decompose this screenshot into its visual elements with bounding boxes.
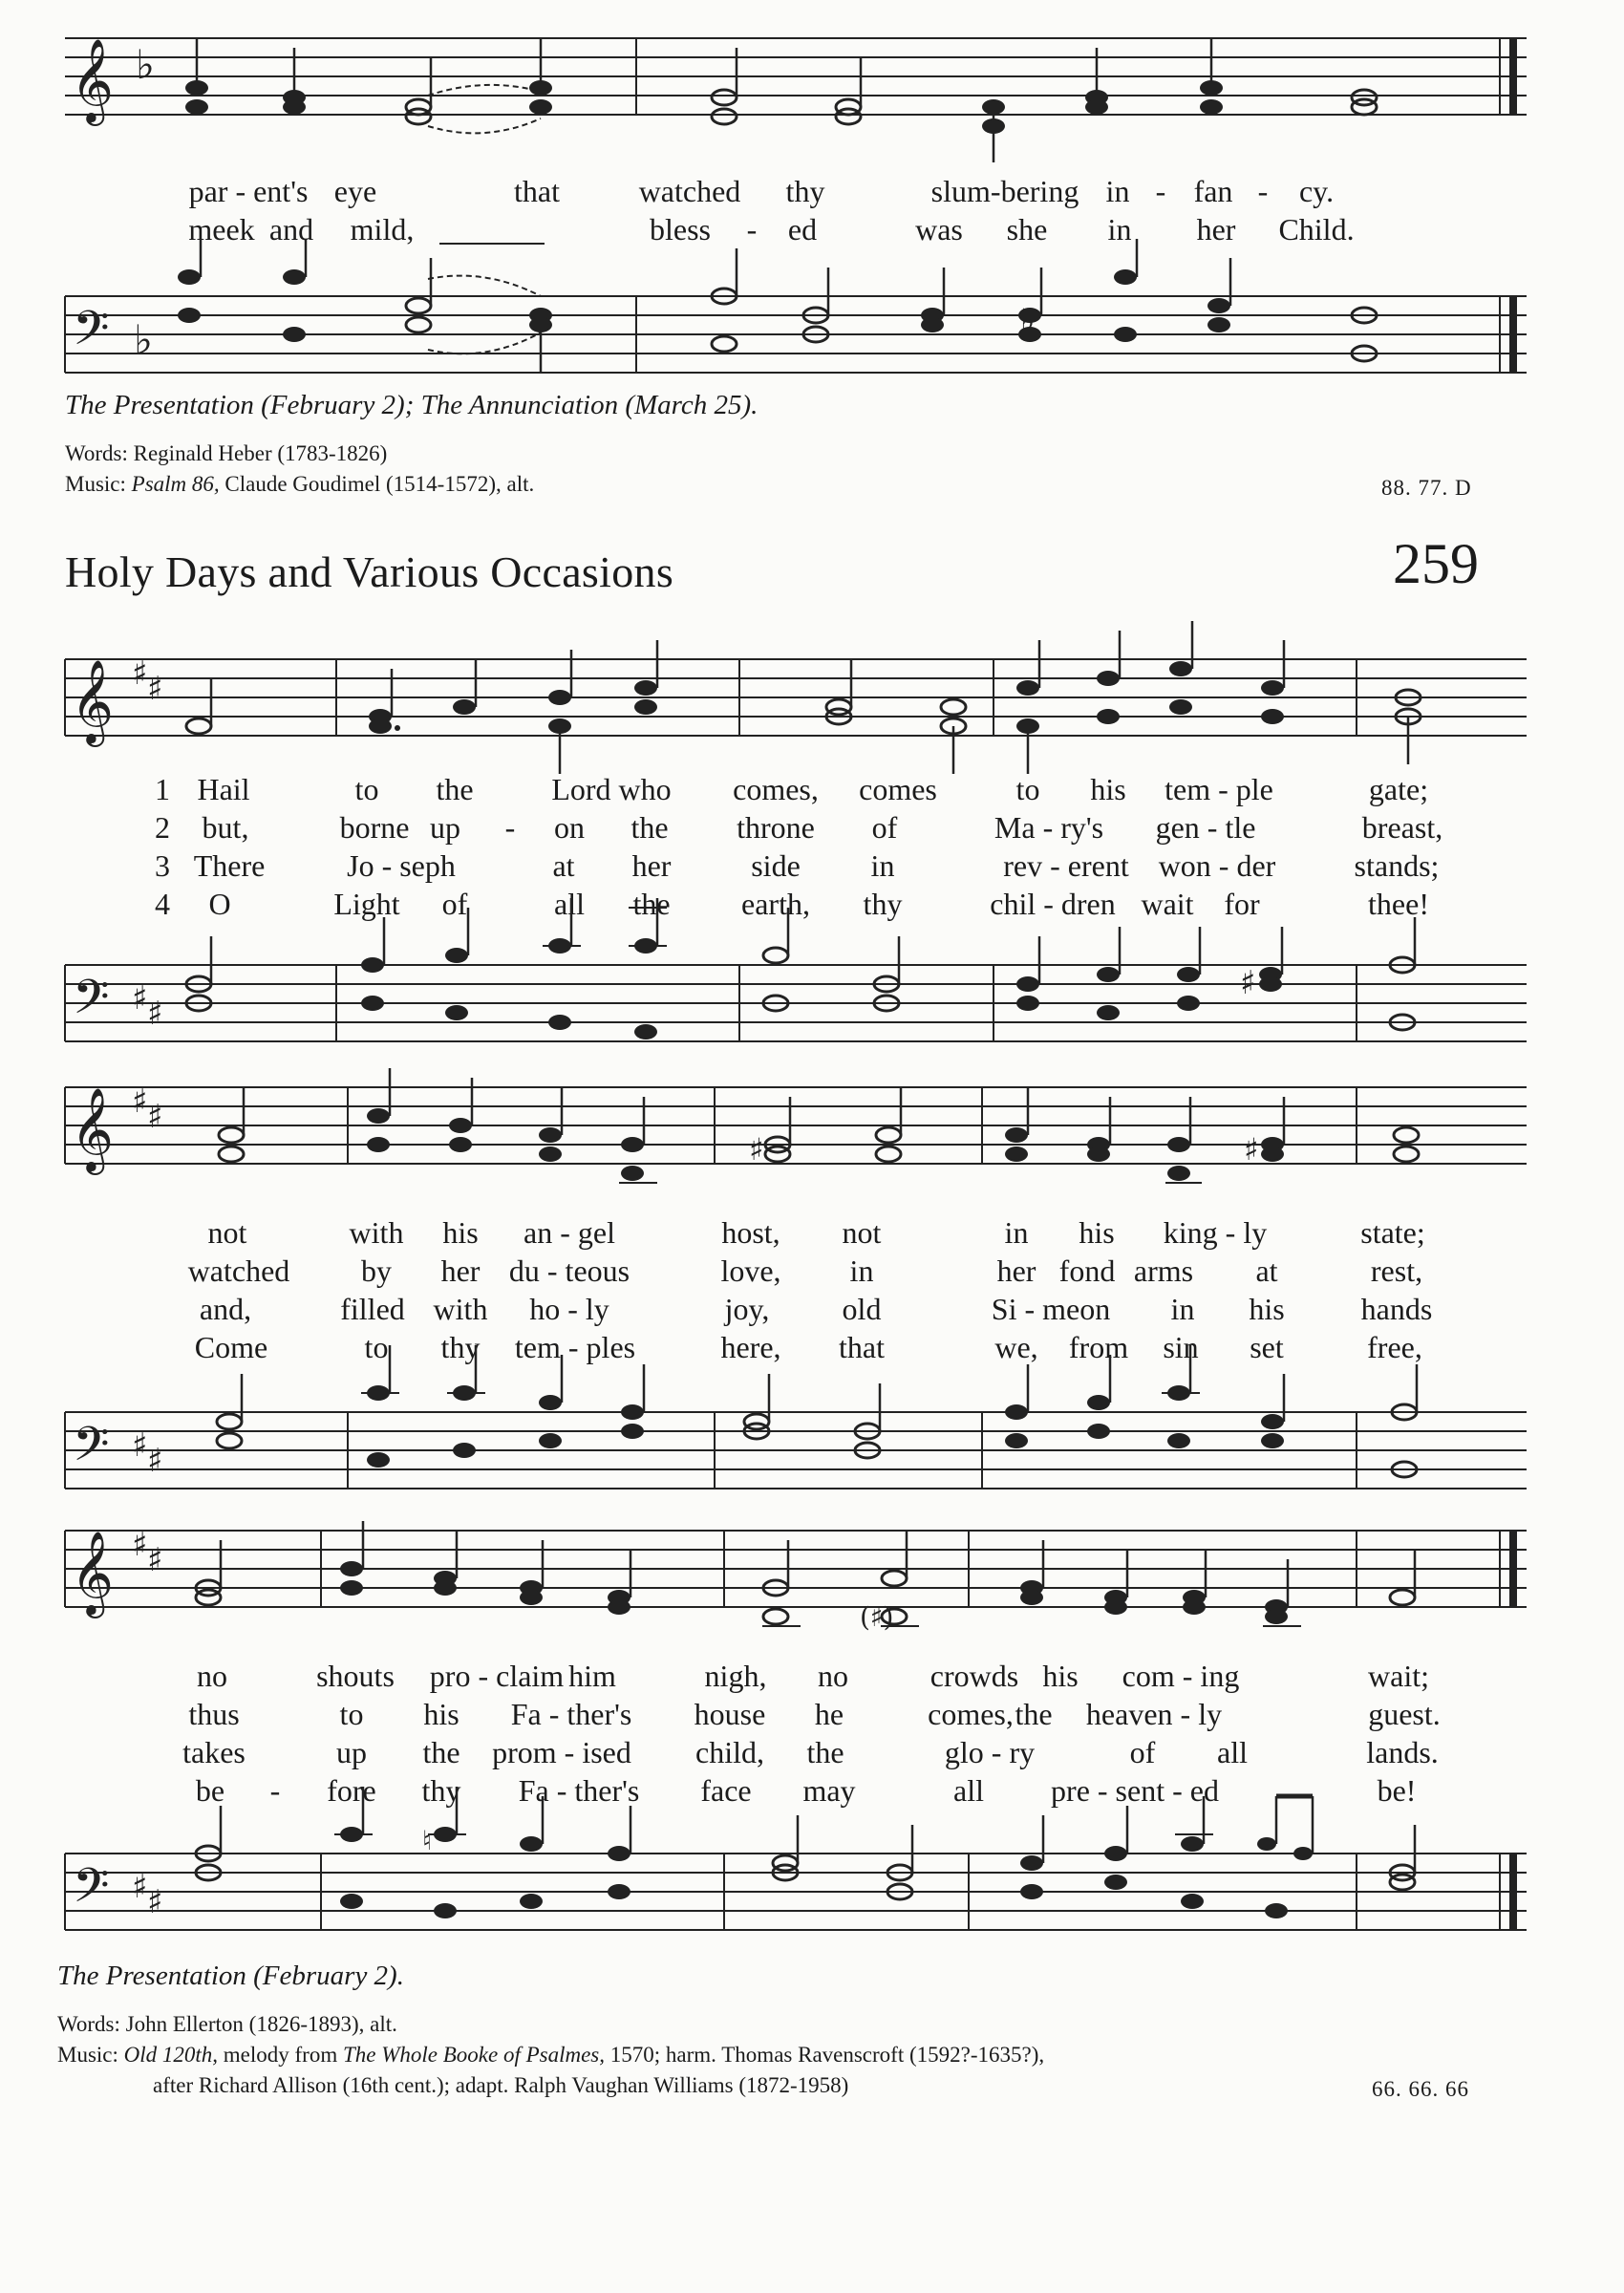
lyric-syllable: chil - dren	[990, 887, 1116, 921]
svg-text:♯: ♯	[749, 1131, 764, 1168]
words-label: Words:	[57, 2012, 120, 2036]
words-label: Words:	[65, 441, 128, 465]
lyric-syllable: breast,	[1361, 810, 1443, 845]
lyric-syllable: slum-bering	[930, 174, 1079, 208]
lyric-syllable: takes	[182, 1735, 246, 1769]
system-1-treble-staff	[65, 640, 1527, 764]
lyric-syllable: the	[806, 1735, 844, 1769]
top-bass-staff	[65, 258, 1527, 392]
lyric-syllable: his	[423, 1697, 459, 1731]
lyric-syllable: up	[430, 810, 460, 845]
lyric-syllable: all	[1217, 1735, 1248, 1769]
music-title: Psalm 86,	[131, 472, 220, 496]
lyric-syllable: bless	[650, 212, 711, 246]
svg-text:𝄢: 𝄢	[73, 1858, 110, 1925]
lyric-syllable: state;	[1360, 1215, 1425, 1250]
music-title: Old 120th,	[123, 2043, 219, 2067]
lyric-syllable: all	[953, 1773, 984, 1808]
system-2-treble-staff	[65, 1068, 1527, 1192]
words-text: John Ellerton (1826-1893), alt.	[125, 2012, 397, 2036]
system-1-bass-staff	[65, 927, 1527, 1061]
lyric-syllable: Come	[194, 1330, 268, 1364]
svg-text:♭: ♭	[136, 41, 155, 88]
lyric-syllable: fore	[327, 1773, 376, 1808]
lyric-syllable: of	[871, 810, 898, 845]
music-source: The Whole Booke of Psalmes,	[342, 2043, 606, 2067]
lyric-syllable: pro - claim	[429, 1659, 565, 1693]
verse-number: 2	[155, 810, 170, 845]
lyric-syllable: crowds	[930, 1659, 1019, 1693]
lyric-syllable: set	[1250, 1330, 1284, 1364]
svg-text:𝄢: 𝄢	[73, 970, 110, 1037]
lyric-syllable: thy	[863, 887, 903, 921]
verse-2-line	[0, 1695, 1624, 1733]
lyric-syllable: shouts	[316, 1659, 395, 1693]
svg-text:♯: ♯	[132, 1868, 148, 1906]
lyric-syllable: tem - ples	[514, 1330, 636, 1364]
lyric-syllable: he	[814, 1697, 844, 1731]
verse-number: 3	[155, 848, 170, 883]
lyric-syllable: arms	[1133, 1254, 1194, 1288]
lyric-syllable: in	[1105, 174, 1130, 208]
svg-text:♯: ♯	[147, 1883, 163, 1921]
lyric-syllable: and	[268, 212, 314, 246]
lyric-syllable: and,	[199, 1292, 252, 1326]
lyric-syllable: gate;	[1368, 772, 1429, 806]
svg-text:♯: ♯	[132, 654, 148, 693]
lyric-syllable: thy	[421, 1773, 461, 1808]
lyric-syllable: we,	[994, 1330, 1038, 1364]
lyric-syllable: to	[364, 1330, 389, 1364]
svg-text:♯: ♯	[1244, 1131, 1259, 1168]
lyric-syllable: no	[818, 1659, 848, 1693]
lyric-syllable: in	[1107, 212, 1132, 246]
verse-4-line	[0, 885, 1624, 923]
lyric-syllable: that	[839, 1330, 885, 1364]
lyric-syllable: hands	[1360, 1292, 1433, 1326]
lyric-syllable: the	[630, 810, 669, 845]
lyric-syllable: Ma - ry's	[994, 810, 1104, 845]
svg-text:♭: ♭	[1020, 302, 1036, 338]
top-music-credit	[65, 472, 534, 497]
lyric-syllable: be!	[1377, 1773, 1417, 1808]
lyric-syllable: -	[504, 810, 516, 845]
svg-text:♮: ♮	[422, 1825, 433, 1856]
lyric-syllable: her	[996, 1254, 1036, 1288]
lyric-syllable: prom - ised	[492, 1735, 631, 1769]
lyric-syllable: meek	[188, 212, 255, 246]
lyric-syllable: on	[554, 810, 585, 845]
lyric-syllable: to	[1015, 772, 1040, 806]
lyric-syllable: par - ent's	[188, 174, 309, 208]
lyric-syllable: face	[700, 1773, 752, 1808]
lyric-syllable: free,	[1367, 1330, 1422, 1364]
lyric-syllable: pre - sent - ed	[1051, 1773, 1219, 1808]
lyric-syllable: -	[746, 212, 758, 246]
lyric-syllable: Fa - ther's	[510, 1697, 632, 1731]
lyric-syllable: du - teous	[508, 1254, 630, 1288]
lyric-syllable: that	[514, 174, 560, 208]
lyric-syllable: not	[207, 1215, 247, 1250]
lyric-syllable: child,	[695, 1735, 764, 1769]
top-meter: 88. 77. D	[1381, 476, 1472, 500]
lyric-syllable: -	[1155, 174, 1166, 208]
lyric-syllable: ho - ly	[529, 1292, 609, 1326]
lyric-syllable: old	[842, 1292, 882, 1326]
lyric-syllable: in	[1170, 1292, 1195, 1326]
lyric-syllable: thee!	[1368, 887, 1429, 921]
lyric-syllable: with	[433, 1292, 488, 1326]
lyric-syllable: his	[1090, 772, 1126, 806]
lyric-syllable: his	[442, 1215, 479, 1250]
lyric-syllable: fond	[1058, 1254, 1116, 1288]
verse-3-line	[0, 1733, 1624, 1771]
verse-number: 1	[155, 772, 170, 806]
lyric-syllable: thy	[785, 174, 825, 208]
lyric-syllable: There	[193, 848, 266, 883]
lyric-syllable: of	[1129, 1735, 1156, 1769]
svg-text:𝄢: 𝄢	[73, 1417, 110, 1484]
music-credit-line-2: after Richard Allison (16th cent.); adapt. Ralph Vaughan Williams (1872-1958)	[153, 2073, 849, 2097]
top-hymn-caption: The Presentation (February 2); The Annunciation (March 25).	[65, 390, 759, 420]
top-lyric-line-1	[0, 172, 1624, 210]
lyric-syllable: at	[552, 848, 575, 883]
lyric-syllable: love,	[720, 1254, 781, 1288]
lyric-syllable: -	[1257, 174, 1269, 208]
lyric-syllable: in	[870, 848, 895, 883]
lyric-syllable: borne	[339, 810, 410, 845]
lyric-syllable: her	[440, 1254, 481, 1288]
svg-text:♯: ♯	[132, 1526, 148, 1564]
verse-2-line	[0, 1252, 1624, 1290]
svg-text:𝄞: 𝄞	[71, 658, 114, 743]
lyric-syllable: to	[339, 1697, 364, 1731]
lyric-syllable: an - gel	[524, 1215, 615, 1250]
music-text: melody from	[223, 2043, 338, 2067]
lyric-syllable: Si - meon	[991, 1292, 1111, 1326]
lyric-syllable: to	[354, 772, 379, 806]
lyric-syllable: the	[436, 772, 474, 806]
lyric-syllable: ed	[787, 212, 818, 246]
svg-text:♯: ♯	[147, 1442, 163, 1480]
lyric-syllable: her	[631, 848, 672, 883]
verse-1-line	[0, 1213, 1624, 1252]
lyric-syllable: with	[349, 1215, 404, 1250]
verse-3-line	[0, 1290, 1624, 1328]
hymn-number: 259	[1393, 532, 1479, 595]
svg-text:𝄢: 𝄢	[73, 301, 110, 368]
lyric-syllable: guest.	[1368, 1697, 1441, 1731]
system-3-bass-staff	[65, 1815, 1527, 1949]
lyric-syllable: the	[422, 1735, 460, 1769]
lyric-syllable: in	[1004, 1215, 1029, 1250]
verse-4-line	[0, 1328, 1624, 1366]
top-treble-staff	[65, 19, 1527, 162]
lyric-syllable: throne	[737, 810, 815, 845]
lyric-syllable: mild,	[350, 212, 415, 246]
svg-text:(♯): (♯)	[860, 1601, 894, 1633]
svg-text:♯: ♯	[132, 979, 148, 1018]
lyric-syllable: joy,	[724, 1292, 770, 1326]
lyric-syllable: all	[554, 887, 585, 921]
music-label: Music:	[57, 2043, 118, 2067]
lyric-syllable: his	[1079, 1215, 1115, 1250]
svg-text:♯: ♯	[132, 1082, 148, 1121]
svg-text:♯: ♯	[147, 670, 163, 708]
lyric-syllable: her	[1196, 212, 1236, 246]
lyric-syllable: him	[568, 1659, 616, 1693]
lyric-syllable: thus	[188, 1697, 240, 1731]
verse-4-line	[0, 1771, 1624, 1810]
lyric-syllable: stands;	[1354, 848, 1440, 883]
lyric-syllable: cy.	[1298, 174, 1335, 208]
lyric-syllable: comes,	[733, 772, 819, 806]
lyric-syllable: but,	[202, 810, 249, 845]
music-label: Music:	[65, 472, 126, 496]
lyric-syllable: Jo - seph	[347, 848, 456, 883]
extender-line	[439, 243, 545, 245]
verse-number: 4	[155, 887, 170, 921]
lyric-syllable: watched	[187, 1254, 290, 1288]
lyric-syllable: nigh,	[704, 1659, 767, 1693]
lyric-syllable: comes,	[928, 1697, 1014, 1731]
section-title: Holy Days and Various Occasions	[65, 547, 674, 596]
svg-text:♯: ♯	[147, 995, 163, 1033]
lyric-syllable: glo - ry	[944, 1735, 1036, 1769]
words-credit	[57, 2012, 397, 2037]
lyric-syllable: in	[849, 1254, 874, 1288]
svg-text:♯: ♯	[132, 1426, 148, 1465]
lyric-syllable: at	[1255, 1254, 1278, 1288]
lyric-syllable: of	[441, 887, 468, 921]
lyric-syllable: lands.	[1366, 1735, 1439, 1769]
lyric-syllable: Hail	[197, 772, 250, 806]
lyric-syllable: thy	[440, 1330, 481, 1364]
lyric-syllable: com - ing	[1122, 1659, 1240, 1693]
lyric-syllable: fan	[1193, 174, 1233, 208]
lyric-syllable: host,	[721, 1215, 780, 1250]
music-text: 1570; harm. Thomas Ravenscroft (1592?-1635?),	[609, 2043, 1045, 2067]
lyric-syllable: the	[632, 887, 671, 921]
svg-text:♯: ♯	[147, 1098, 163, 1136]
svg-text:𝄞: 𝄞	[71, 1530, 114, 1615]
lyric-syllable: gen - tle	[1155, 810, 1256, 845]
lyric-syllable: his	[1042, 1659, 1079, 1693]
lyric-syllable: watched	[638, 174, 741, 208]
lyric-syllable: rev - erent	[1003, 848, 1129, 883]
lyric-syllable: by	[361, 1254, 392, 1288]
lyric-syllable: the	[1015, 1697, 1053, 1731]
hymn-meter: 66. 66. 66	[1372, 2077, 1469, 2101]
lyric-syllable: here,	[720, 1330, 781, 1364]
lyric-syllable: sin	[1163, 1330, 1199, 1364]
lyric-syllable: king - ly	[1163, 1215, 1268, 1250]
lyric-syllable: she	[1006, 212, 1048, 246]
lyric-syllable: eye	[333, 174, 377, 208]
svg-text:𝄞: 𝄞	[71, 1086, 114, 1171]
svg-text:♯: ♯	[147, 1541, 163, 1579]
lyric-syllable: was	[915, 212, 963, 246]
lyric-syllable: filled	[340, 1292, 405, 1326]
lyric-syllable: side	[751, 848, 801, 883]
words-text: Reginald Heber (1783-1826)	[133, 441, 388, 465]
lyric-syllable: house	[694, 1697, 766, 1731]
lyric-syllable: no	[197, 1659, 227, 1693]
lyric-syllable: Light	[333, 887, 400, 921]
verse-1-line	[0, 1657, 1624, 1695]
verse-2-line	[0, 808, 1624, 846]
svg-text:♭: ♭	[134, 316, 153, 363]
lyric-syllable: heaven - ly	[1085, 1697, 1223, 1731]
lyric-syllable: wait	[1141, 887, 1194, 921]
lyric-syllable: up	[336, 1735, 367, 1769]
lyric-syllable: earth,	[741, 887, 810, 921]
lyric-syllable: may	[802, 1773, 856, 1808]
lyric-syllable: comes	[859, 772, 937, 806]
lyric-syllable: for	[1224, 887, 1260, 921]
svg-text:𝄞: 𝄞	[71, 37, 114, 122]
lyric-syllable: wait;	[1368, 1659, 1429, 1693]
lyric-syllable: be	[195, 1773, 225, 1808]
lyric-syllable: O	[208, 887, 231, 921]
lyric-syllable: -	[269, 1773, 281, 1808]
lyric-syllable: not	[842, 1215, 882, 1250]
lyric-syllable: won - der	[1158, 848, 1276, 883]
verse-3-line	[0, 846, 1624, 885]
lyric-syllable: Lord who	[551, 772, 672, 806]
hymn-caption: The Presentation (February 2).	[57, 1961, 404, 1991]
system-3-treble-staff	[65, 1511, 1527, 1636]
lyric-syllable: rest,	[1370, 1254, 1423, 1288]
verse-1-line	[0, 770, 1624, 808]
system-2-bass-staff	[65, 1374, 1527, 1508]
svg-text:♯: ♯	[1240, 964, 1256, 1002]
lyric-syllable: from	[1068, 1330, 1129, 1364]
lyric-syllable: his	[1249, 1292, 1285, 1326]
music-credit	[57, 2043, 1044, 2068]
music-text: Claude Goudimel (1514-1572), alt.	[224, 472, 535, 496]
top-words-credit	[65, 441, 387, 466]
lyric-syllable: Fa - ther's	[518, 1773, 640, 1808]
lyric-syllable: Child.	[1278, 212, 1355, 246]
lyric-syllable: tem - ple	[1165, 772, 1273, 806]
top-lyric-line-2	[0, 210, 1624, 248]
